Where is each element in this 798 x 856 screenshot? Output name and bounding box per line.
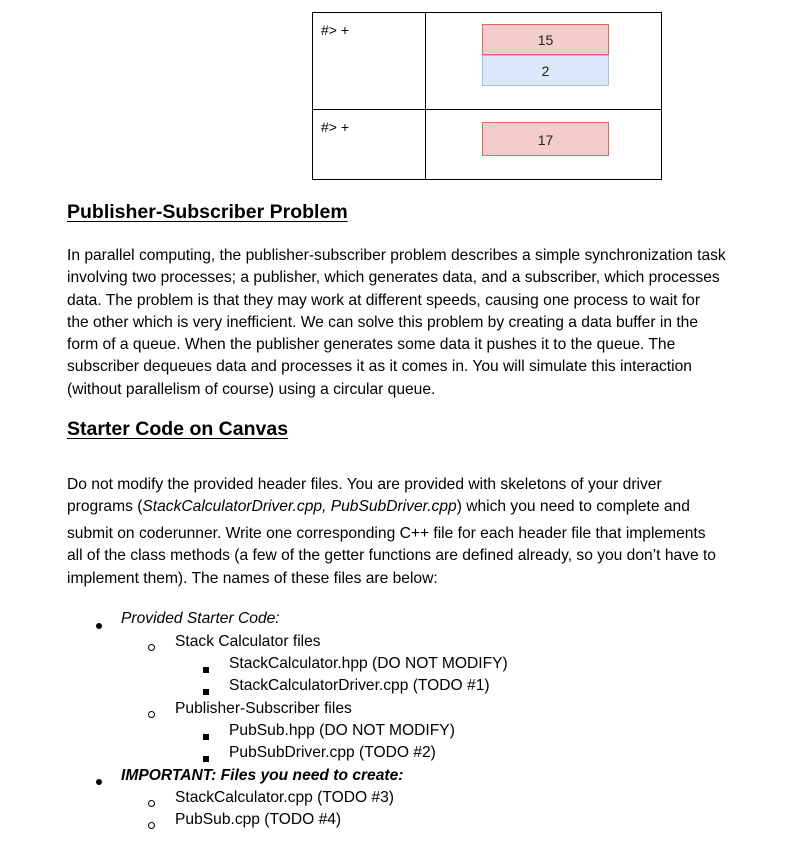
list-item-label: Provided Starter Code: [121,610,280,627]
paragraph-line: the other which is very inefficient. We can solve this problem by creating a data buffer in the [67,313,699,331]
text-span: programs ( [67,498,143,516]
paragraph-line: involving two processes; a publisher, which generates data, and a subscriber, which processes [67,269,720,287]
text-span: ) which you need to complete and [456,498,690,516]
section-heading-starter-code: Starter Code on Canvas [67,418,289,440]
paragraph-line: (without parallelism of course) using a circular queue. [67,380,436,398]
circle-bullet-icon [148,638,155,656]
list-item: StackCalculator.cpp (TODO #3) [175,789,394,806]
paragraph-line: data. The problem is that they may work at different speeds, causing one process to wait for [67,291,701,309]
list-item-label: IMPORTANT: Files you need to create: [121,767,404,784]
list-item: StackCalculator.hpp (DO NOT MODIFY) [229,655,508,672]
table-row [313,110,662,180]
list-item: PubSub.cpp (TODO #4) [175,811,342,828]
square-bullet-icon [203,660,209,678]
queue-element: 2 [482,55,609,86]
paragraph-line: all of the class methods (a few of the getter functions are defined already, so you don’t have to [67,547,716,565]
paragraph-line: Do not modify the provided header files. You are provided with skeletons of your driver [67,476,662,493]
queue-cell [426,110,662,180]
list-item: StackCalculatorDriver.cpp (TODO #1) [229,677,490,694]
bullet-icon [96,772,102,790]
square-bullet-icon [203,727,209,745]
publisher-subscriber-paragraph [67,245,767,401]
command-cell: #> + [313,110,426,180]
paragraph-line: submit on coderunner. Write one corresponding C++ file for each header file that implements [67,525,706,542]
paragraph-line: form of a queue. When the publisher generates some data it pushes it to the queue. The [67,336,676,354]
queue-simulation-table [312,12,662,180]
paragraph-line: implement them). The names of these files are below: [67,569,438,587]
list-item: PubSub.hpp (DO NOT MODIFY) [229,722,455,739]
list-item [121,765,403,787]
list-item: Publisher-Subscriber files [175,700,352,717]
paragraph-line: subscriber dequeues data and processes it as it comes in. You will simulate this interaction [67,358,692,376]
queue-element: 15 [482,24,609,55]
queue-cell [426,13,662,110]
circle-bullet-icon [148,794,155,812]
section-heading-publisher-subscriber: Publisher-Subscriber Problem [67,201,348,223]
list-item: PubSubDriver.cpp (TODO #2) [229,744,436,761]
paragraph-line: In parallel computing, the publisher-subscriber problem describes a simple synchronization task [67,247,726,264]
bullet-icon [96,616,102,634]
table-row [313,13,662,110]
driver-file-names: StackCalculatorDriver.cpp, PubSubDriver.cpp [142,498,457,516]
queue-element: 17 [482,122,609,156]
starter-code-paragraph [67,474,767,519]
list-item: Stack Calculator files [175,633,321,650]
circle-bullet-icon [148,816,155,834]
command-cell: #> + [313,13,426,110]
paragraph-line [67,496,767,518]
circle-bullet-icon [148,705,155,723]
list-item [121,608,280,630]
implementation-paragraph [67,523,767,590]
